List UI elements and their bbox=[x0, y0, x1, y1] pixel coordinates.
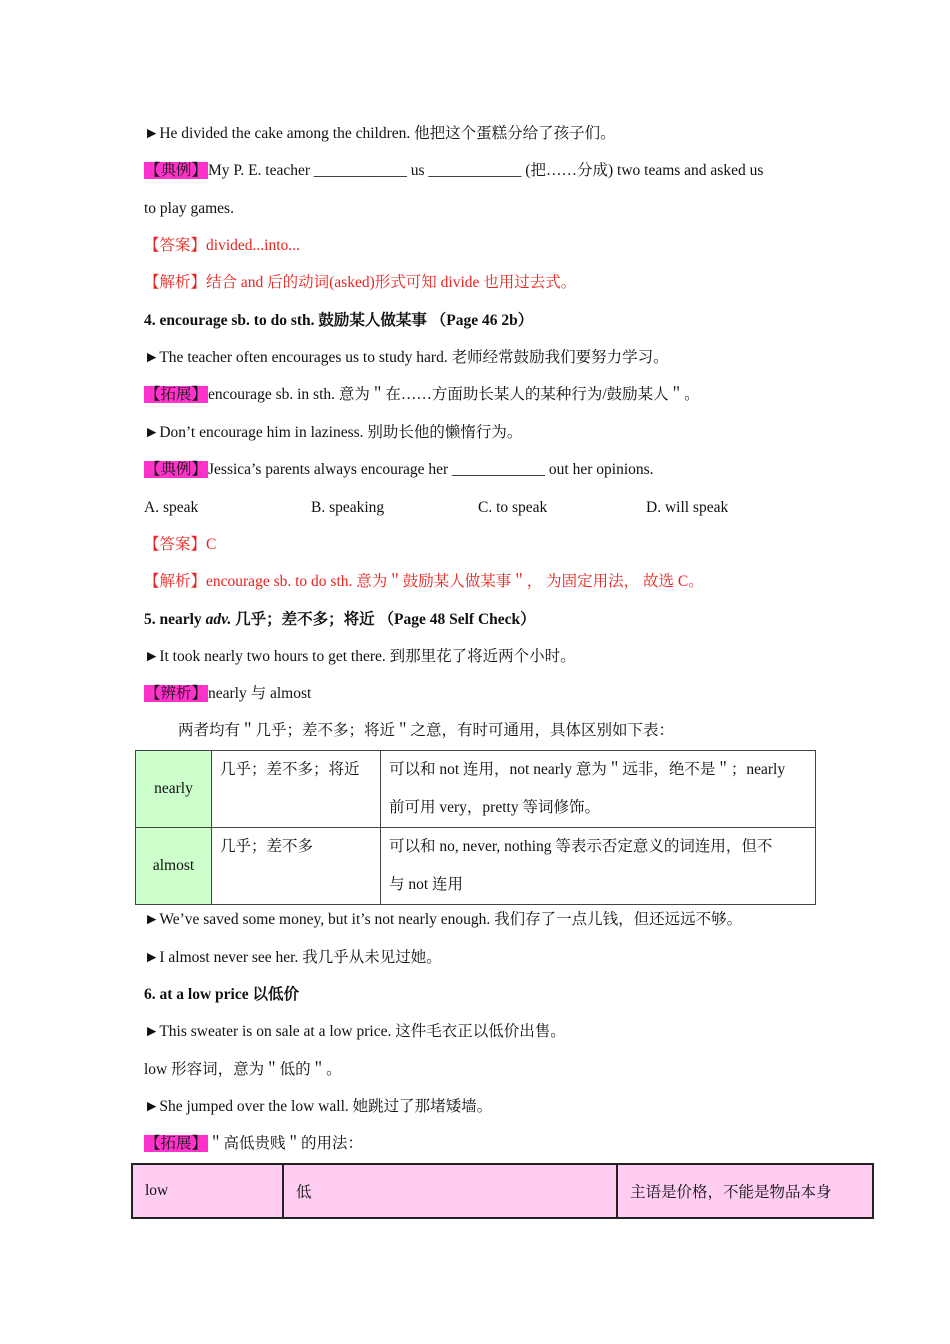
example-sentence: ►I almost never see her. 我几乎从未见过她。 bbox=[144, 949, 442, 966]
analysis-text: 结合 and 后的动词(asked)形式可知 divide 也用过去式。 bbox=[206, 274, 577, 291]
example-sentence: ►We’ve saved some money, but it’s not nearly enough. 我们存了一点儿钱，但还远远不够。 bbox=[144, 911, 743, 928]
table-row bbox=[132, 1164, 873, 1218]
usage-cell bbox=[381, 828, 816, 905]
option-a: A. speak bbox=[144, 499, 199, 516]
example-tag: 【典例】 bbox=[145, 162, 208, 179]
usage-text-1: 可以和 not 连用，not nearly 意为＂远非，绝不是＂；nearly bbox=[389, 761, 786, 778]
answer-label: 【答案】 bbox=[144, 536, 207, 553]
usage-cell: 主语是价格，不能是物品本身 bbox=[617, 1164, 873, 1218]
example-sentence: ►This sweater is on sale at a low price. 这件毛衣正以低价出售。 bbox=[144, 1023, 566, 1040]
example-sentence: ►The teacher often encourages us to study hard. 老师经常鼓励我们要努力学习。 bbox=[144, 349, 669, 366]
usage-cell bbox=[381, 751, 816, 828]
analysis-label: 【解析】 bbox=[144, 274, 207, 291]
usage-text-2: 前可用 very，pretty 等词修饰。 bbox=[389, 799, 600, 816]
example-sentence: ►It took nearly two hours to get there. 到那里花了将近两个小时。 bbox=[144, 648, 576, 665]
analysis-line bbox=[144, 571, 704, 593]
exercise-question bbox=[144, 160, 763, 182]
answer-label: 【答案】 bbox=[144, 237, 207, 254]
extension-tag: 【拓展】 bbox=[145, 1135, 208, 1152]
discrimination-line bbox=[144, 683, 311, 705]
discrimination-text: nearly 与 almost bbox=[208, 685, 312, 702]
section-heading-5 bbox=[144, 609, 536, 631]
section-heading-6: 6. at a low price 以低价 bbox=[144, 986, 299, 1003]
table-row bbox=[136, 751, 816, 828]
analysis-line bbox=[144, 272, 576, 294]
table-row bbox=[136, 828, 816, 905]
example-tag: 【典例】 bbox=[145, 461, 208, 478]
meaning-cell: 低 bbox=[283, 1164, 617, 1218]
extension-tag: 【拓展】 bbox=[145, 386, 208, 403]
table-intro: 两者均有＂几乎；差不多；将近＂之意，有时可通用，具体区别如下表： bbox=[178, 722, 675, 739]
price-table bbox=[131, 1163, 874, 1219]
discrimination-tag: 【辨析】 bbox=[145, 685, 208, 702]
word-cell: nearly bbox=[136, 751, 212, 828]
extension-line bbox=[144, 1133, 363, 1155]
section-heading-4: 4. encourage sb. to do sth. 鼓励某人做某事 （Page 46 2b） bbox=[144, 312, 534, 329]
answer-text: C bbox=[206, 536, 217, 553]
exercise-text: My P. E. teacher ____________ us ____________ (把……分成) two teams and asked us bbox=[208, 162, 764, 179]
option-d: D. will speak bbox=[646, 499, 729, 516]
example-sentence: ►Don’t encourage him in laziness. 别助长他的懒惰行为。 bbox=[144, 424, 523, 441]
analysis-label: 【解析】 bbox=[144, 573, 207, 590]
meaning-cell bbox=[212, 828, 381, 905]
exercise-text: Jessica’s parents always encourage her ____________ out her opinions. bbox=[208, 461, 654, 478]
usage-text-1: 可以和 no, never, nothing 等表示否定意义的词连用，但不 bbox=[389, 838, 773, 855]
meaning-text: 几乎；差不多；将近 bbox=[220, 761, 360, 778]
example-sentence: ►She jumped over the low wall. 她跳过了那堵矮墙。 bbox=[144, 1098, 493, 1115]
part-of-speech: adv. bbox=[205, 611, 232, 628]
heading-meaning: 几乎；差不多；将近 （Page 48 Self Check） bbox=[231, 611, 536, 628]
extension-text: ＂高低贵贱＂的用法： bbox=[208, 1135, 364, 1152]
meaning-text: 几乎；差不多 bbox=[220, 838, 314, 855]
option-b: B. speaking bbox=[311, 499, 385, 516]
usage-text-2: 与 not 连用 bbox=[389, 876, 464, 893]
meaning-cell bbox=[212, 751, 381, 828]
word-cell: low bbox=[132, 1164, 283, 1218]
nearly-almost-table bbox=[135, 750, 816, 905]
explanation-line: low 形容词，意为＂低的＂。 bbox=[144, 1061, 342, 1078]
exercise-question bbox=[144, 459, 654, 481]
exercise-continuation: to play games. bbox=[144, 200, 234, 217]
option-c: C. to speak bbox=[478, 499, 548, 516]
extension-text: encourage sb. in sth. 意为＂在……方面助长某人的某种行为/鼓励某人＂。 bbox=[208, 386, 700, 403]
extension-line bbox=[144, 384, 700, 406]
example-sentence: ►He divided the cake among the children. 他把这个蛋糕分给了孩子们。 bbox=[144, 125, 616, 142]
word-cell: almost bbox=[136, 828, 212, 905]
analysis-text: encourage sb. to do sth. 意为＂鼓励某人做某事＂， 为固定用法， 故选 C。 bbox=[206, 573, 704, 590]
answer-text: divided...into... bbox=[206, 237, 300, 254]
answer-line bbox=[144, 534, 216, 556]
heading-word: 5. nearly bbox=[144, 611, 206, 628]
answer-line bbox=[144, 235, 300, 257]
